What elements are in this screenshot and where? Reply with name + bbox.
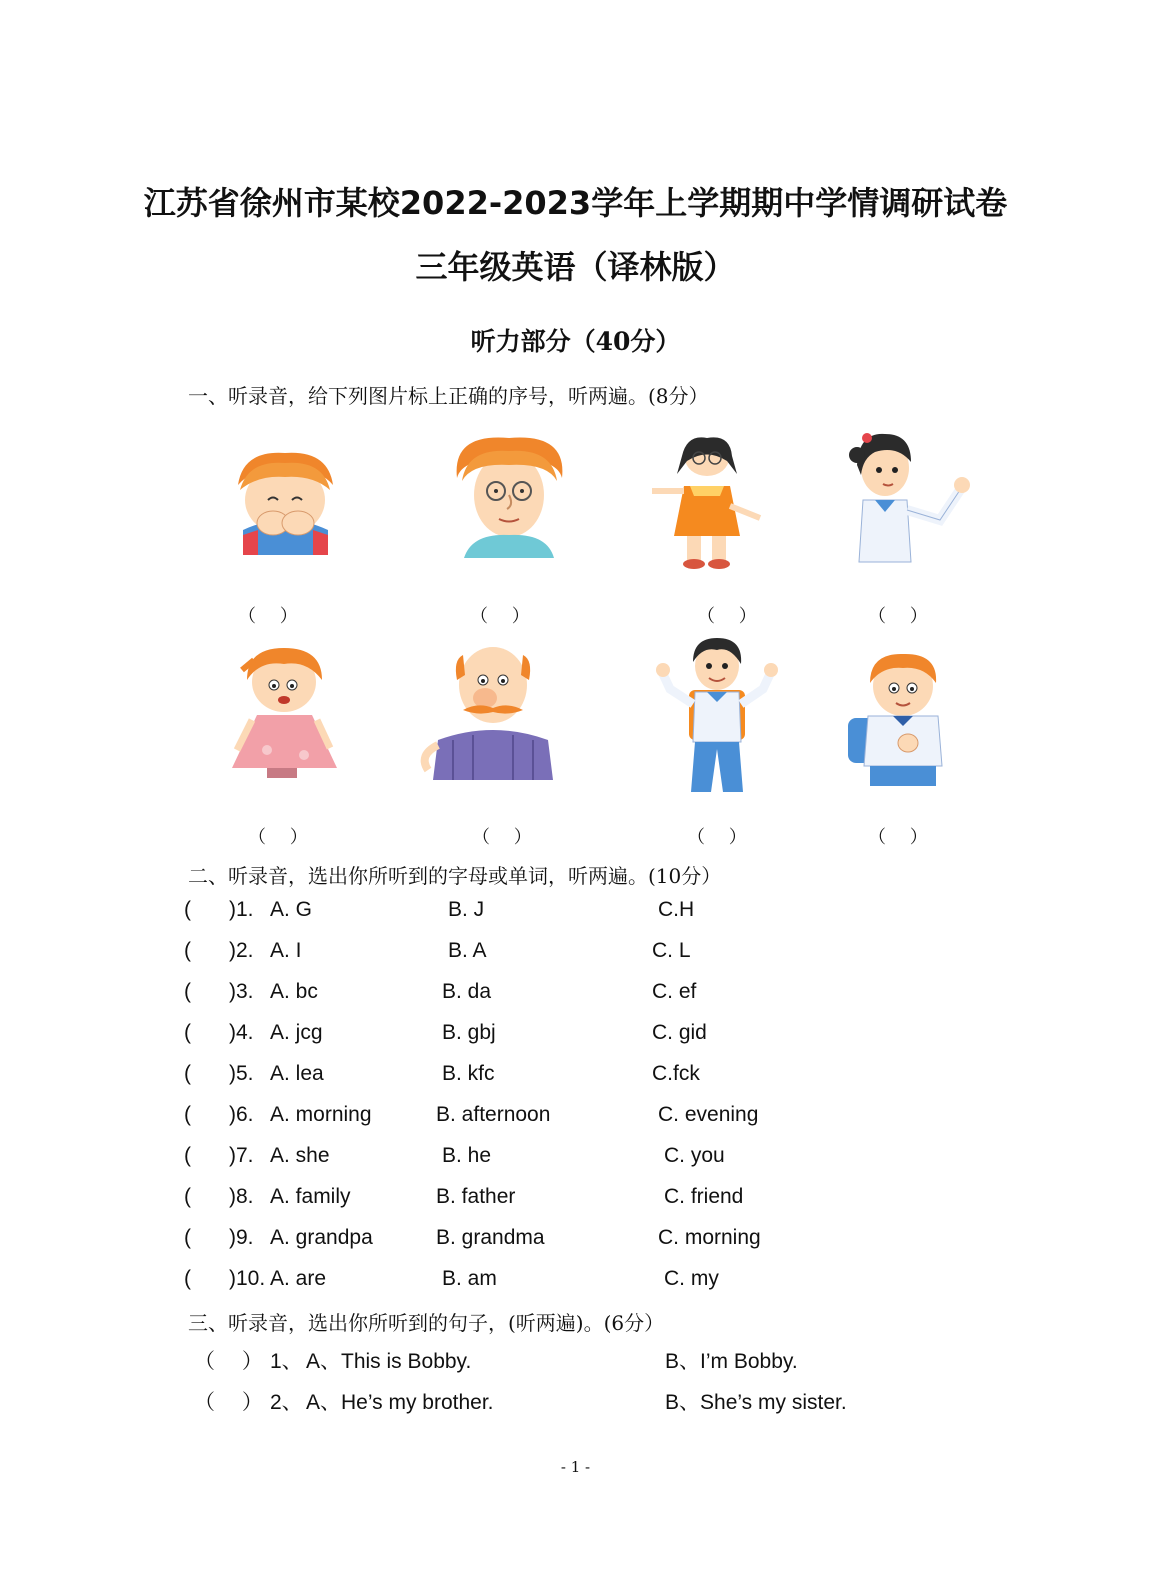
option-c: C.H xyxy=(658,898,695,921)
boy-with-backpack-waving-picture xyxy=(655,634,780,794)
answer-blank-1[interactable]: （ ） xyxy=(238,606,298,627)
question-number: )4. xyxy=(229,1021,254,1044)
answer-blank-open-paren[interactable]: ( xyxy=(184,898,191,921)
part-heading: 听力部分（40分） xyxy=(470,327,681,356)
answer-blank-open-paren[interactable]: ( xyxy=(184,939,191,962)
option-b: B. father xyxy=(436,1185,516,1208)
section2-heading: 二、听录音，选出你所听到的字母或单词，听两遍。(10分） xyxy=(188,864,722,888)
answer-blank-3[interactable]: （ ） xyxy=(697,606,757,627)
answer-blank-open-paren[interactable]: ( xyxy=(184,1062,191,1085)
boy-covering-mouth-picture xyxy=(228,445,343,555)
answer-blank-7[interactable]: （ ） xyxy=(687,827,747,848)
answer-blank-6[interactable]: （ ） xyxy=(472,827,532,848)
girl-in-orange-dress-picture xyxy=(642,436,772,571)
option-b: B. grandma xyxy=(436,1226,545,1249)
girl-in-pink-dress-picture xyxy=(222,640,347,780)
answer-blank-open-paren[interactable]: ( xyxy=(184,1144,191,1167)
option-c: C. gid xyxy=(652,1021,707,1044)
answer-blank-open-paren[interactable]: ( xyxy=(184,1103,191,1126)
option-c: C. you xyxy=(664,1144,725,1167)
option-c: C. my xyxy=(664,1267,719,1290)
option-b: B. J xyxy=(448,898,485,921)
sentence-number: 1、 xyxy=(270,1350,303,1373)
option-b: B. kfc xyxy=(442,1062,495,1085)
question-number: )8. xyxy=(229,1185,254,1208)
section1-heading: 一、听录音，给下列图片标上正确的序号，听两遍。(8分） xyxy=(188,384,709,408)
page-title-line2: 三年级英语（译林版） xyxy=(415,248,736,286)
option-a: A. bc xyxy=(270,980,318,1003)
sentence-answer-blank[interactable]: （ ） xyxy=(194,1350,263,1373)
sentence-option-a: A、He’s my brother. xyxy=(306,1391,494,1414)
option-c: C. ef xyxy=(652,980,697,1003)
page-title-line1: 江苏省徐州市某校2022-2023学年上学期期中学情调研试卷 xyxy=(143,184,1008,222)
option-c: C.fck xyxy=(652,1062,700,1085)
sentence-option-b: B、She’s my sister. xyxy=(665,1391,847,1414)
option-a: A. lea xyxy=(270,1062,324,1085)
girl-waving-picture xyxy=(845,430,975,565)
answer-blank-open-paren[interactable]: ( xyxy=(184,1021,191,1044)
question-number: )10. xyxy=(229,1267,266,1290)
answer-blank-open-paren[interactable]: ( xyxy=(184,1267,191,1290)
sentence-answer-blank[interactable]: （ ） xyxy=(194,1391,263,1414)
question-number: )6. xyxy=(229,1103,254,1126)
grandma-with-glasses-picture xyxy=(452,433,567,558)
option-b: B. da xyxy=(442,980,492,1003)
option-b: B. afternoon xyxy=(436,1103,551,1126)
answer-blank-open-paren[interactable]: ( xyxy=(184,1226,191,1249)
boy-with-school-bag-picture xyxy=(848,648,958,788)
answer-blank-8[interactable]: （ ） xyxy=(868,827,928,848)
answer-blank-4[interactable]: （ ） xyxy=(868,606,928,627)
sentence-number: 2、 xyxy=(270,1391,303,1414)
option-b: B. gbj xyxy=(442,1021,496,1044)
option-b: B. A xyxy=(448,939,487,962)
question-number: )2. xyxy=(229,939,254,962)
question-number: )3. xyxy=(229,980,254,1003)
page-number: - 1 - xyxy=(560,1458,591,1476)
option-a: A. morning xyxy=(270,1103,372,1126)
option-a: A. jcg xyxy=(270,1021,323,1044)
question-number: )9. xyxy=(229,1226,254,1249)
option-a: A. G xyxy=(270,898,313,921)
option-a: A. she xyxy=(270,1144,330,1167)
option-a: A. I xyxy=(270,939,302,962)
question-number: )7. xyxy=(229,1144,254,1167)
sentence-option-b: B、I’m Bobby. xyxy=(665,1350,798,1373)
option-b: B. he xyxy=(442,1144,492,1167)
answer-blank-5[interactable]: （ ） xyxy=(248,827,308,848)
answer-blank-2[interactable]: （ ） xyxy=(470,606,530,627)
option-c: C. morning xyxy=(658,1226,761,1249)
sentence-option-a: A、This is Bobby. xyxy=(306,1350,472,1373)
section3-heading: 三、听录音，选出你所听到的句子，(听两遍)。(6分） xyxy=(188,1311,665,1335)
option-a: A. family xyxy=(270,1185,351,1208)
option-c: C. L xyxy=(652,939,691,962)
question-number: )5. xyxy=(229,1062,254,1085)
answer-blank-open-paren[interactable]: ( xyxy=(184,1185,191,1208)
question-number: )1. xyxy=(229,898,254,921)
option-c: C. evening xyxy=(658,1103,759,1126)
grandpa-with-moustache-picture xyxy=(413,640,558,780)
option-c: C. friend xyxy=(664,1185,744,1208)
option-a: A. grandpa xyxy=(270,1226,373,1249)
option-a: A. are xyxy=(270,1267,327,1290)
answer-blank-open-paren[interactable]: ( xyxy=(184,980,191,1003)
option-b: B. am xyxy=(442,1267,497,1290)
